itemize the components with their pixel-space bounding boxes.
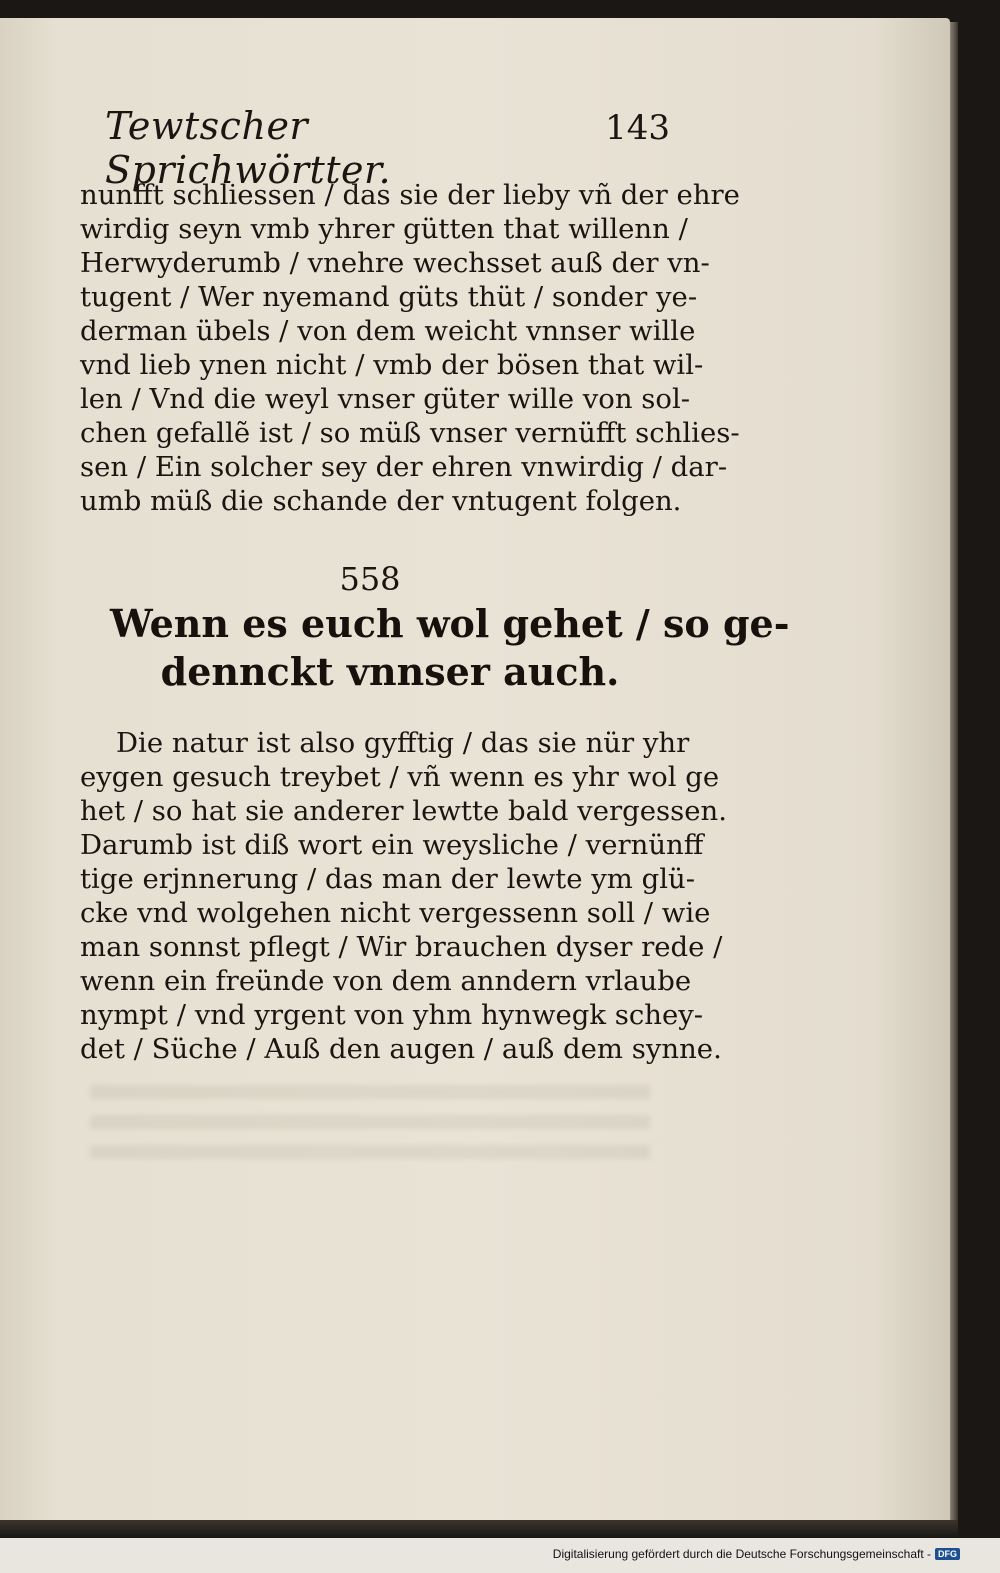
- text-line: derman übels / von dem weicht vnnser wille: [80, 315, 696, 347]
- text-line: sen / Ein solcher sey der ehren vnwirdig / dar-: [80, 451, 728, 483]
- text-line: eygen gesuch treybet / vñ wenn es yhr wol ge: [80, 761, 720, 793]
- text-line: det / Süche / Auß den augen / auß dem synne.: [80, 1033, 722, 1065]
- proverb-number: 558: [339, 560, 401, 598]
- heading-line: Wenn es euch wol gehet / so ge-: [110, 601, 790, 646]
- text-line: wirdig seyn vmb yhrer gütten that willenn /: [80, 213, 688, 245]
- text-line: chen gefallẽ ist / so müß vnser vernüfft schlies-: [80, 417, 740, 449]
- page-number: 143: [605, 108, 670, 148]
- credit-text: Digitalisierung gefördert durch die Deutsche Forschungsgemeinschaft -: [552, 1547, 931, 1561]
- text-line: vnd lieb ynen nicht / vmb der bösen that wil-: [80, 349, 704, 381]
- text-line: Darumb ist diß wort ein weysliche / vernünff: [80, 829, 704, 861]
- paragraph-2: [80, 726, 727, 1066]
- text-line: tugent / Wer nyemand güts thüt / sonder ye-: [80, 281, 698, 313]
- text-line: Herwyderumb / vnehre wechsset auß der vn-: [80, 247, 710, 279]
- text-line: cke vnd wolgehen nicht vergessenn soll / wie: [80, 897, 711, 929]
- heading-line: dennckt vnnser auch.: [160, 649, 620, 694]
- text-line: man sonnst pflegt / Wir brauchen dyser rede /: [80, 931, 723, 963]
- text-line: Die natur ist also gyfftig / das sie nür yhr: [116, 727, 690, 759]
- text-line: nunfft schliessen / das sie der lieby vñ der ehre: [80, 179, 740, 211]
- show-through-text: [90, 1085, 650, 1175]
- text-line: nympt / vnd yrgent von yhm hynwegk schey-: [80, 999, 704, 1031]
- page-edge: [950, 22, 958, 1534]
- page-bottom-shadow: [0, 1520, 958, 1538]
- text-line: wenn ein freünde von dem anndern vrlaube: [80, 965, 692, 997]
- text-line: het / so hat sie anderer lewtte bald vergessen.: [80, 795, 727, 827]
- digitization-credit: [553, 1547, 960, 1561]
- proverb-heading: [110, 600, 790, 696]
- paragraph-1: [80, 178, 740, 518]
- text-line: len / Vnd die weyl vnser güter wille von sol-: [80, 383, 691, 415]
- text-line: tige erjnnerung / das man der lewte ym glü-: [80, 863, 696, 895]
- running-title: Tewtscher Sprichwörtter.: [105, 104, 392, 192]
- text-line: umb müß die schande der vntugent folgen.: [80, 485, 682, 517]
- page-header: [105, 104, 670, 192]
- dfg-logo: DFG: [935, 1548, 960, 1560]
